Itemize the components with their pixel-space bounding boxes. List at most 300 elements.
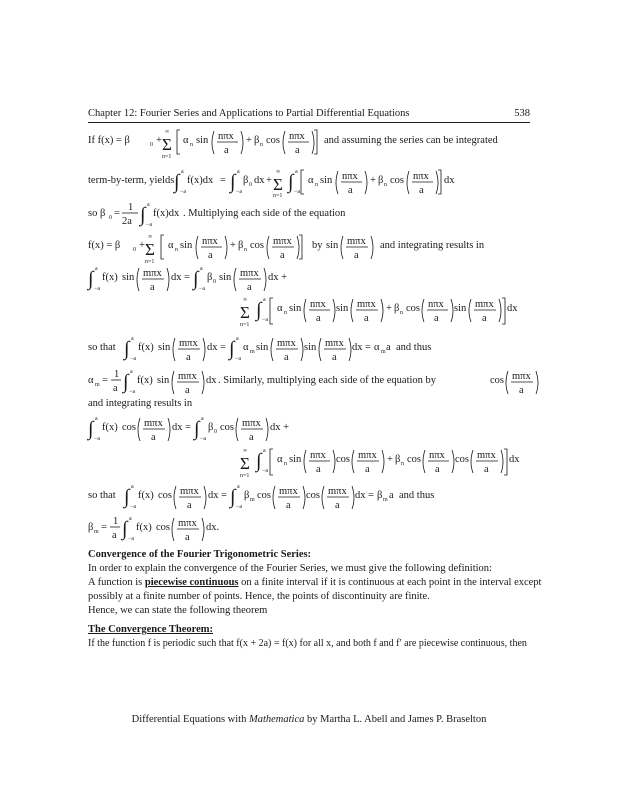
equation-beta-result	[88, 484, 434, 511]
convergence-intro: In order to explain the convergence of the Fourier Series, we must give the following definition:	[88, 563, 492, 574]
eq11-rp1	[204, 486, 206, 509]
eq9-int1: ∫	[88, 418, 94, 440]
eq1-cos: cos	[266, 135, 280, 146]
footer-software: Mathematica	[248, 714, 305, 725]
eq10-int-lo: −a	[262, 468, 269, 474]
eq9-fx: f(x)	[102, 422, 118, 433]
eq10-lbracket	[270, 449, 273, 475]
eq8-int-up: a	[130, 369, 133, 375]
eq7-rp3	[349, 338, 351, 361]
equation-sin-integral	[86, 266, 287, 293]
eq6-alpha: α	[277, 303, 283, 314]
eq5-dxplus: dx +	[268, 272, 288, 283]
eq9-int2-lo: −a	[200, 436, 207, 442]
eq6-lp4	[469, 299, 471, 322]
eq1-sigma-lower: n=1	[162, 154, 172, 160]
eq4-rbracket	[299, 235, 302, 259]
eq9-beta: β	[208, 422, 214, 433]
eq12-den: a	[112, 530, 117, 541]
eq4-sigma: Σ	[145, 240, 155, 259]
eq3-int: ∫	[140, 204, 146, 226]
eq9-int1-up: a	[95, 416, 98, 422]
eq5-beta-sub: 0	[213, 279, 216, 285]
eq7-num3: mπx	[325, 338, 344, 349]
eq10-cos1: cos	[336, 454, 350, 465]
eq7-num1: mπx	[179, 338, 198, 349]
eq7-lp2	[271, 338, 273, 361]
eq11-int1: ∫	[124, 486, 130, 508]
eq7-rp1	[203, 338, 205, 361]
eq5-int1-up: a	[95, 266, 98, 272]
eq2-int1: ∫	[174, 171, 180, 193]
eq7-so-that: so that	[88, 342, 116, 353]
eq7-int1-up: a	[131, 336, 134, 342]
eq11-den1: a	[187, 500, 192, 511]
eq10-den3: a	[435, 464, 440, 475]
eq5-int2-up: a	[200, 266, 203, 272]
eq5-num1: mπx	[143, 268, 162, 279]
eq11-num2: mπx	[279, 486, 298, 497]
eq11-lp3	[322, 486, 324, 509]
eq4-plus2: +	[230, 240, 236, 251]
eq5-int1-lo: −a	[94, 286, 101, 292]
eq2-int2-lo: −a	[236, 189, 243, 195]
eq5-lp1	[137, 268, 139, 291]
eq6-plus: +	[386, 303, 392, 314]
eq10-cos3: cos	[455, 454, 469, 465]
eq11-eq2: =	[368, 490, 374, 501]
eq1-sin: sin	[196, 135, 209, 146]
eq7-dx1: dx	[207, 342, 218, 353]
eq1-beta0-sub: 0	[150, 142, 153, 148]
eq4-lp2	[267, 236, 269, 259]
eq8-den2: a	[519, 385, 524, 396]
eq10-den1: a	[316, 464, 321, 475]
eq8-den1: a	[185, 385, 190, 396]
eq8-int: ∫	[123, 371, 129, 393]
equation-alpha-m	[88, 369, 538, 396]
eq4-text: and integrating results in	[380, 240, 485, 251]
eq6-den4: a	[482, 313, 487, 324]
eq2-alpha: α	[308, 175, 314, 186]
eq4-by: by	[312, 240, 323, 251]
eq9-lp2	[236, 418, 238, 441]
eq4-sin: sin	[180, 240, 193, 251]
and-integrating-text: and integrating results in	[88, 398, 193, 409]
eq9-lp1	[138, 418, 140, 441]
eq1-sigma: Σ	[162, 135, 172, 154]
eq10-sigma-up: ∞	[243, 448, 248, 454]
eq6-rbracket	[502, 298, 505, 324]
eq11-beta: β	[244, 490, 250, 501]
hence-line: Hence, we can state the following theorem	[88, 605, 268, 616]
eq6-dx: dx	[507, 303, 518, 314]
eq4-beta: β	[238, 240, 244, 251]
eq2-int2-up: a	[237, 169, 240, 175]
eq4-beta-sub2: n	[244, 247, 247, 253]
eq3-text: . Multiplying each side of the equation	[183, 208, 346, 219]
eq3-num: 1	[128, 202, 134, 213]
equation-series-definition	[88, 129, 499, 160]
definition-line-2: possibly at a finite number of points. Hence, the points of discontinuity are finite.	[88, 591, 430, 602]
eq2-int1-lo: −a	[180, 189, 187, 195]
eq4-rp1	[225, 236, 227, 259]
eq7-den2: a	[284, 352, 289, 363]
eq2-lbracket	[301, 170, 304, 194]
eq9-beta-sub: 0	[214, 429, 217, 435]
eq4-plus: +	[139, 240, 145, 251]
eq6-int: ∫	[256, 299, 262, 321]
eq7-int1: ∫	[124, 338, 130, 360]
eq7-alpha-a-sub: m	[381, 349, 386, 355]
eq2-lp1	[336, 171, 338, 194]
equation-cos-series	[240, 448, 520, 479]
eq4-beta-sub: 0	[133, 247, 136, 253]
eq1-rparen1	[241, 131, 243, 154]
eq10-lp1	[304, 450, 306, 473]
eq5-dx1: dx	[171, 272, 182, 283]
eq4-num2: mπx	[273, 236, 292, 247]
eq4-cos: cos	[250, 240, 264, 251]
eq10-sigma: Σ	[240, 454, 250, 473]
eq9-int2: ∫	[194, 418, 200, 440]
eq8-text: . Similarly, multiplying each side of the equation by	[218, 375, 437, 386]
eq7-alpha-sub: m	[250, 349, 255, 355]
eq2-den2: a	[419, 185, 424, 196]
eq6-num2: mπx	[357, 299, 376, 310]
eq10-int-up: a	[263, 448, 266, 454]
eq6-lp3	[422, 299, 424, 322]
eq11-so-that: so that	[88, 490, 116, 501]
eq4-alpha: α	[168, 240, 174, 251]
eq6-sigma-lo: n=1	[240, 322, 250, 328]
eq9-num1: mπx	[144, 418, 163, 429]
eq10-rp1	[333, 450, 335, 473]
eq8-num1: mπx	[178, 371, 197, 382]
eq6-den1: a	[316, 313, 321, 324]
eq5-int1: ∫	[88, 268, 94, 290]
eq6-lbracket	[270, 298, 273, 324]
eq11-a: a	[389, 490, 394, 501]
eq11-dx1: dx	[208, 490, 219, 501]
eq8-rp1	[202, 371, 204, 394]
eq5-den1: a	[150, 282, 155, 293]
eq12-denf: a	[185, 532, 190, 543]
eq10-plus: +	[387, 454, 393, 465]
eq9-rp1	[168, 418, 170, 441]
eq1-lparen2	[283, 131, 285, 154]
eq11-cos3: cos	[306, 490, 320, 501]
eq9-rp2	[266, 418, 268, 441]
eq6-lp1	[304, 299, 306, 322]
eq2-fxdx: f(x)dx	[187, 175, 214, 186]
eq1-plus2: +	[246, 135, 252, 146]
eq11-lp2	[273, 486, 275, 509]
eq11-fx: f(x)	[138, 490, 154, 501]
eq3-int-lo: −a	[146, 222, 153, 228]
eq2-sigma-up: ∞	[276, 169, 281, 175]
equation-multiply-sin	[88, 234, 485, 265]
eq4-lp3	[341, 236, 343, 259]
eq10-alpha: α	[277, 454, 283, 465]
eq2-text: term-by-term, yields	[88, 175, 175, 186]
eq2-rp2	[436, 171, 438, 194]
eq11-den2: a	[286, 500, 291, 511]
eq12-int: ∫	[122, 518, 128, 540]
eq5-num2: mπx	[240, 268, 259, 279]
eq2-eq: =	[220, 175, 226, 186]
eq1-alpha-sub: n	[190, 142, 193, 148]
footer-prefix: Differential Equations with	[131, 714, 249, 725]
eq10-num2: mπx	[358, 450, 377, 461]
eq1-lparen1	[212, 131, 214, 154]
eq4-rp2	[297, 236, 299, 259]
eq4-den1: a	[208, 250, 213, 261]
eq9-dxplus: dx +	[270, 422, 290, 433]
eq5-int2: ∫	[193, 268, 199, 290]
eq12-cos: cos	[156, 522, 170, 533]
eq6-rp3	[451, 299, 453, 322]
eq12-beta-sub: m	[94, 529, 99, 535]
convergence-heading: Convergence of the Fourier Trigonometric Series:	[88, 549, 312, 560]
eq10-cos2: cos	[407, 454, 421, 465]
eq5-den2: a	[247, 282, 252, 293]
eq7-den3: a	[332, 352, 337, 363]
eq7-and-thus: and thus	[396, 342, 432, 353]
eq6-beta: β	[394, 303, 400, 314]
eq6-num3: nπx	[428, 299, 444, 310]
eq5-sin: sin	[122, 272, 135, 283]
eq2-num1: nπx	[342, 171, 358, 182]
eq7-alpha-a: α	[374, 342, 380, 353]
eq2-rbracket	[438, 170, 441, 194]
equation-sin-series	[240, 297, 518, 328]
eq11-cos2: cos	[257, 490, 271, 501]
eq2-int3-lo: −a	[294, 189, 301, 195]
eq10-dx: dx	[509, 454, 520, 465]
eq11-rp2	[303, 486, 305, 509]
eq7-int2-lo: −a	[235, 356, 242, 362]
eq11-int1-lo: −a	[130, 504, 137, 510]
eq11-dx2: dx	[355, 490, 366, 501]
eq7-int2-up: a	[236, 336, 239, 342]
eq10-beta: β	[395, 454, 401, 465]
eq8-lp2	[506, 371, 508, 394]
eq1-num2: nπx	[289, 131, 305, 142]
eq10-lp4	[471, 450, 473, 473]
eq11-int2-lo: −a	[236, 504, 243, 510]
eq11-beta-a: β	[377, 490, 383, 501]
eq7-a: a	[386, 342, 391, 353]
eq10-int: ∫	[256, 450, 262, 472]
eq5-eq: =	[184, 272, 190, 283]
eq10-num1: nπx	[310, 450, 326, 461]
eq8-int-lo: −a	[129, 389, 136, 395]
eq6-lp2	[351, 299, 353, 322]
eq10-sigma-lo: n=1	[240, 473, 250, 479]
eq2-plus: +	[266, 175, 272, 186]
eq2-sin: sin	[320, 175, 333, 186]
eq10-alpha-sub: n	[284, 461, 287, 467]
eq4-den3: a	[354, 250, 359, 261]
eq1-num1: nπx	[218, 131, 234, 142]
eq7-sin1: sin	[158, 342, 171, 353]
eq4-lbracket	[161, 235, 164, 259]
theorem-heading: The Convergence Theorem:	[88, 624, 214, 635]
eq6-rp4	[499, 299, 501, 322]
eq7-sin2: sin	[256, 342, 269, 353]
chapter-title: Chapter 12: Fourier Series and Applications to Partial Differential Equations	[88, 108, 410, 119]
eq9-int1-lo: −a	[94, 436, 101, 442]
eq2-sigma: Σ	[273, 175, 283, 194]
eq5-lp2	[234, 268, 236, 291]
eq7-dx2: dx	[352, 342, 363, 353]
eq5-rp2	[264, 268, 266, 291]
eq10-num3: nπx	[429, 450, 445, 461]
definition-line-1	[88, 577, 541, 588]
eq12-lp	[172, 518, 174, 541]
eq10-rbracket	[504, 449, 507, 475]
eq8-num: 1	[114, 369, 120, 380]
eq4-lhs: f(x) = β	[88, 240, 121, 251]
eq10-rp2	[382, 450, 384, 473]
eq11-beta-a-sub: m	[383, 497, 388, 503]
eq10-rp3	[452, 450, 454, 473]
eq6-num4: mπx	[475, 299, 494, 310]
eq3-eq: =	[114, 208, 120, 219]
eq11-den3: a	[335, 500, 340, 511]
eq3-int-up: a	[147, 202, 150, 208]
eq8-eq: =	[102, 375, 108, 386]
eq5-fx: f(x)	[102, 272, 118, 283]
eq4-lp1	[196, 236, 198, 259]
eq11-int1-up: a	[131, 484, 134, 490]
eq1-alpha: α	[183, 135, 189, 146]
eq8-alpha: α	[88, 375, 94, 386]
eq10-lp2	[352, 450, 354, 473]
eq7-int2: ∫	[229, 338, 235, 360]
eq4-sigma-lo: n=1	[145, 259, 155, 265]
eq2-den1: a	[348, 185, 353, 196]
eq2-dx: dx	[254, 175, 265, 186]
eq8-sin: sin	[157, 375, 170, 386]
eq6-cos: cos	[406, 303, 420, 314]
eq6-beta-sub: n	[400, 310, 403, 316]
eq8-rp2	[536, 371, 538, 394]
eq2-dx2: dx	[444, 175, 455, 186]
eq6-int-lo: −a	[262, 317, 269, 323]
eq2-sigma-lo: n=1	[273, 193, 283, 199]
eq5-int2-lo: −a	[199, 286, 206, 292]
eq8-fx: f(x)	[137, 375, 153, 386]
eq9-cos1: cos	[122, 422, 136, 433]
eq2-beta2: β	[378, 175, 384, 186]
eq7-fx: f(x)	[138, 342, 154, 353]
eq1-lbracket	[177, 130, 180, 154]
eq9-num2: mπx	[242, 418, 261, 429]
eq5-sin2: sin	[219, 272, 232, 283]
eq4-sin2: sin	[326, 240, 339, 251]
eq7-eq1: =	[220, 342, 226, 353]
eq6-alpha-sub: n	[284, 310, 287, 316]
eq6-sin3: sin	[454, 303, 467, 314]
eq12-beta: β	[88, 522, 94, 533]
eq10-beta-sub: n	[401, 461, 404, 467]
eq6-den3: a	[434, 313, 439, 324]
eq7-lp3	[319, 338, 321, 361]
page-number: 538	[514, 108, 530, 119]
eq11-num1: mπx	[180, 486, 199, 497]
footer-suffix: by Martha L. Abell and James P. Braselton	[304, 714, 487, 725]
eq12-num: 1	[113, 516, 119, 527]
eq2-int3-up: a	[295, 169, 298, 175]
equation-alpha-result	[88, 336, 431, 363]
eq4-num3: mπx	[347, 236, 366, 247]
eq11-int2: ∫	[230, 486, 236, 508]
eq11-int2-up: a	[237, 484, 240, 490]
eq5-beta: β	[207, 272, 213, 283]
eq10-den2: a	[365, 464, 370, 475]
eq11-cos1: cos	[158, 490, 172, 501]
eq11-eq1: =	[221, 490, 227, 501]
eq6-sigma: Σ	[240, 303, 250, 322]
eq8-cos: cos	[490, 375, 504, 386]
eq4-rp3	[371, 236, 373, 259]
eq1-rparen2	[312, 131, 314, 154]
eq11-lp1	[174, 486, 176, 509]
eq3-fxdx: f(x)dx	[153, 208, 180, 219]
eq2-int1-up: a	[181, 169, 184, 175]
eq9-int2-up: a	[201, 416, 204, 422]
equation-term-by-term	[88, 169, 455, 199]
eq12-int-up: a	[129, 516, 132, 522]
eq2-alpha-sub: n	[315, 182, 318, 188]
eq2-lp2	[407, 171, 409, 194]
eq1-beta-sub: n	[260, 142, 263, 148]
eq7-rp2	[301, 338, 303, 361]
eq12-dx: dx.	[206, 522, 220, 533]
equation-cos-integral	[86, 416, 289, 443]
eq10-lp3	[423, 450, 425, 473]
eq6-num1: nπx	[310, 299, 326, 310]
eq6-int-up: a	[263, 297, 266, 303]
eq9-cos2: cos	[220, 422, 234, 433]
eq9-eq: =	[185, 422, 191, 433]
eq10-sin: sin	[289, 454, 302, 465]
eq6-rp2	[381, 299, 383, 322]
eq7-num2: mπx	[277, 338, 296, 349]
eq8-den: a	[113, 383, 118, 394]
page-footer	[0, 714, 618, 725]
eq6-sin1: sin	[289, 303, 302, 314]
theorem-statement: If the function f is periodic such that f(x + 2a) = f(x) for all x, and both f and f′ are piecewise continuous, then	[88, 638, 527, 649]
eq5-rp1	[167, 268, 169, 291]
eq2-plus2: +	[370, 175, 376, 186]
eq10-num4: mπx	[477, 450, 496, 461]
eq4-den2: a	[280, 250, 285, 261]
eq12-int-lo: −a	[128, 536, 135, 542]
eq6-den2: a	[364, 313, 369, 324]
eq4-alpha-sub: n	[175, 247, 178, 253]
eq1-sigma-upper: ∞	[165, 129, 170, 135]
eq2-num2: nπx	[413, 171, 429, 182]
eq8-alpha-sub: m	[95, 382, 100, 388]
eq11-and-thus: and thus	[399, 490, 435, 501]
eq1-plus: +	[156, 135, 162, 146]
eq12-numf: mπx	[178, 518, 197, 529]
eq8-lp1	[172, 371, 174, 394]
eq1-beta: β	[254, 135, 260, 146]
